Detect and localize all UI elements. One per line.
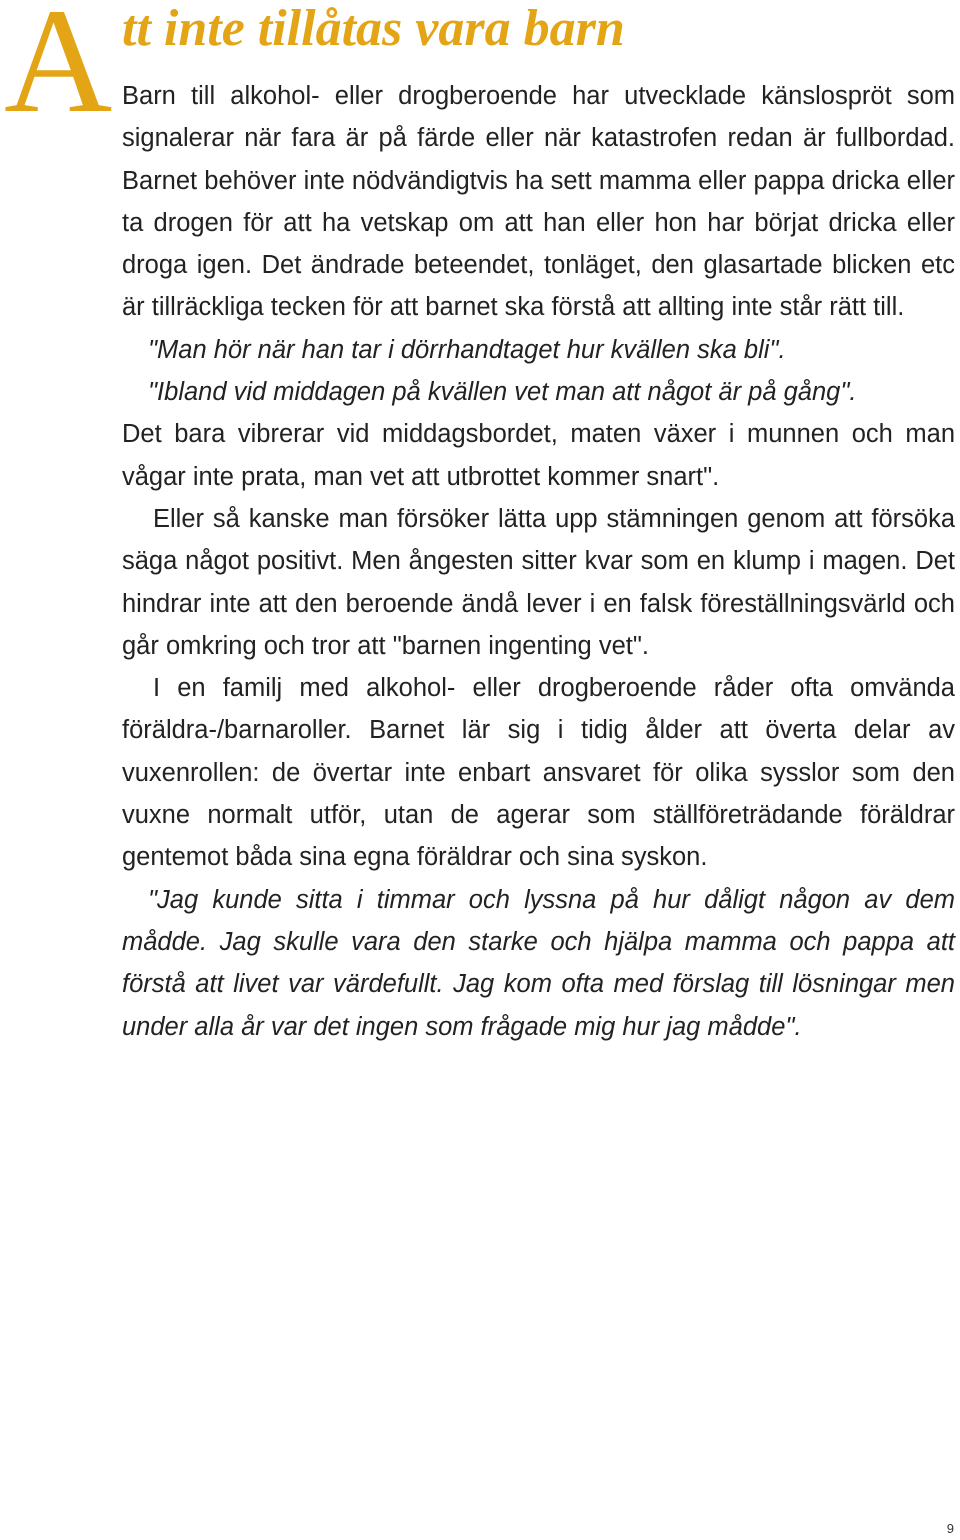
paragraph-reversed-roles: I en familj med alkohol- eller drogberoende råder ofta omvända föräldra-/barnaroller. Barnet lär sig i tidig ålder att överta delar av vuxenrollen: de övertar inte enbart ansvaret för olika sysslor som den vuxne normalt utför, utan de agerar som ställföreträdande föräldrar gentemot båda sina egna föräldrar och sina syskon. [122,674,955,872]
article-body [122,75,955,1048]
quote-door-handle: "Man hör när han tar i dörrhandtaget hur kvällen ska bli". [148,335,786,364]
quote-dinner: "Ibland vid middagen på kvällen vet man att något är på gång". [148,378,857,407]
paragraph-lighten-mood: Eller så kanske man försöker lätta upp stämningen genom att försöka säga något positivt. Men ångesten sitter kvar som en klump i magen. Det hindrar inte att den beroende ändå lever i en falsk föreställningsvärld och går omkring och tror att "barnen ingenting vet". [122,504,955,660]
drop-cap: A [4,0,113,144]
page-number: 9 [946,1521,954,1536]
page-title: tt inte tillåtas vara barn [122,0,625,57]
paragraph-intro: Barn till alkohol- eller drogberoende har utvecklade känslospröt som signalerar när fara är på färde eller när katastrofen redan är fullbordad. Barnet behöver inte nödvändigtvis ha sett mamma eller pappa dricka eller ta drogen för att ha vetskap om att han eller hon har börjat dricka eller droga igen. Det ändrade beteendet, tonläget, den glasartade blicken etc är tillräckliga tecken för att barnet ska förstå att allting inte står rätt till. [122,82,955,322]
paragraph-vibrates: Det bara vibrerar vid middagsbordet, maten växer i munnen och man vågar inte prata, man vet att utbrottet kommer snart". [122,420,955,491]
quote-sit-for-hours: "Jag kunde sitta i timmar och lyssna på hur dåligt någon av dem mådde. Jag skulle vara den starke och hjälpa mamma och pappa att förstå att livet var värdefullt. Jag kom ofta med förslag till lösningar men under alla år var det ingen som frågade mig hur jag mådde". [122,885,955,1041]
